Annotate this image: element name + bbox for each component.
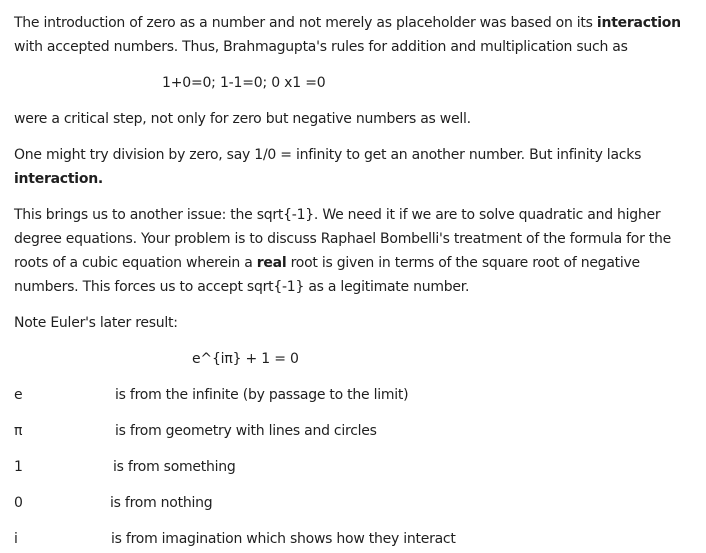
constant-desc-i: is from imagination which shows how they interact [111, 531, 456, 547]
cubic-text-pre: roots of a cubic equation wherein a [14, 255, 257, 271]
constant-desc-pi: is from geometry with lines and circles [115, 423, 377, 439]
text-line-sqrt-3 [14, 253, 640, 273]
euler-note: Note Euler's later result: [14, 315, 178, 331]
constant-desc-one: is from something [113, 459, 236, 475]
real-bold-word: real [256, 255, 287, 271]
interaction-bold-word: interaction [596, 15, 681, 31]
euler-formula: e^{iπ} + 1 = 0 [192, 351, 299, 367]
text-line-intro-2: with accepted numbers. Thus, Brahmagupta's rules for addition and multiplication such as [14, 39, 628, 55]
intro-text: The introduction of zero as a number and not merely as placeholder was based on its [14, 15, 597, 31]
text-line-sqrt-4: numbers. This forces us to accept sqrt{-1} as a legitimate number. [14, 279, 470, 295]
rules-formula: 1+0=0; 1-1=0; 0 x1 =0 [162, 75, 326, 91]
constant-symbol-pi: π [14, 423, 23, 439]
constant-symbol-one: 1 [14, 459, 23, 475]
text-line-sqrt-2: degree equations. Your problem is to discuss Raphael Bombelli's treatment of the formula for the [14, 231, 672, 247]
text-line-sqrt-1: This brings us to another issue: the sqrt{-1}. We need it if we are to solve quadratic and higher [14, 207, 661, 223]
text-line-intro-1 [14, 13, 681, 33]
cubic-text-post: root is given in terms of the square root of negative [286, 255, 640, 271]
constant-symbol-i: i [14, 531, 18, 547]
constant-symbol-zero: 0 [14, 495, 23, 511]
text-line-division-1: One might try division by zero, say 1/0 = infinity to get an another number. But infinity lacks [14, 147, 642, 163]
text-line-division-2 [14, 169, 103, 189]
constant-desc-e: is from the infinite (by passage to the limit) [115, 387, 409, 403]
text-line-critical-step: were a critical step, not only for zero but negative numbers as well. [14, 111, 471, 127]
constant-desc-zero: is from nothing [110, 495, 213, 511]
interaction-bold-word-2: interaction. [14, 171, 103, 187]
constant-symbol-e: e [14, 387, 23, 403]
